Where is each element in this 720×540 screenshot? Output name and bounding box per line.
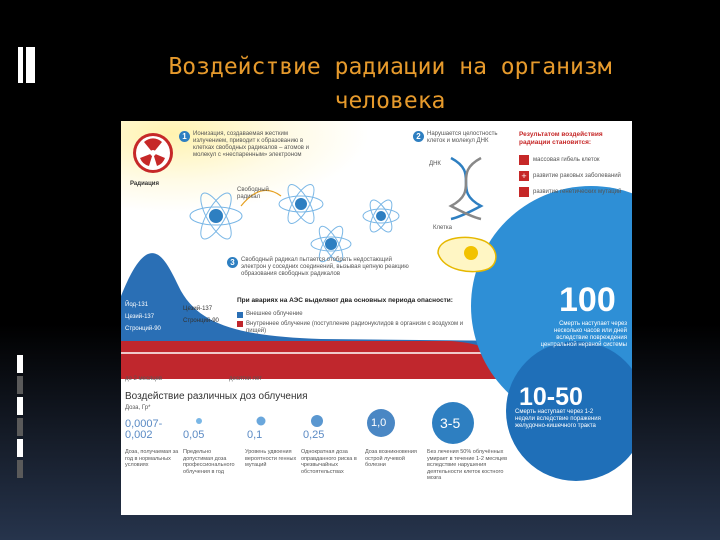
- dose-value: 0,25: [303, 429, 325, 441]
- step-2-number: 2: [413, 131, 424, 142]
- cell-icon: [433, 233, 503, 273]
- step-3-number: 3: [227, 257, 238, 268]
- slide-title-line1: Воздействие радиации на организм: [168, 54, 612, 80]
- doses-title: Воздействие различных доз облучения: [125, 391, 308, 402]
- dose-10-50-text: Смерть наступает через 1-2 недели вследствие поражения желудочно-кишечного тракта: [515, 409, 601, 429]
- results-list: [519, 155, 629, 197]
- isotopes-late: Цезий-137 Стронций-90: [183, 306, 219, 324]
- result-item: развитие генетических мутаций: [519, 187, 629, 197]
- dose-10-50-label: 10-50: [519, 383, 583, 411]
- result-item: массовая гибель клеток: [519, 155, 629, 165]
- legend-swatch-blue: [237, 312, 243, 318]
- step-1-number: 1: [179, 131, 190, 142]
- dna-label: ДНК: [429, 161, 441, 167]
- step-2-text: Нарушается целостность клеток и молекул ДНК: [427, 131, 498, 144]
- legend-external: Внешнее облучение: [237, 311, 303, 318]
- result-item: + развитие раковых заболеваний: [519, 171, 629, 181]
- decor-bar: [26, 47, 35, 83]
- disease-cross-icon: +: [519, 171, 529, 181]
- dose-description: Уровень удвоения вероятности генных мутаций: [245, 449, 297, 468]
- dose-value: 3-5: [440, 415, 461, 431]
- legend-swatch-red: [237, 321, 243, 327]
- atoms-illustration: [181, 176, 401, 266]
- doses-unit: Доза, Гр*: [125, 405, 151, 411]
- radiation-warning-icon: [131, 131, 175, 175]
- dose-description: Доза, получаемая за год в нормальных условиях: [125, 449, 179, 468]
- step-3-text: Свободный радикал пытается отобрать недостающий электрон у соседних соединений, вызывая цепную реакцию образования свободных радикалов: [241, 257, 409, 277]
- dose-description: Однократная доза оправданного риска в чрезвычайных обстоятельствах: [301, 449, 357, 475]
- dose-description: Без лечения 50% облучённых умирает в течение 1-2 месяцев вследствие нарушения деятельности клеток костного мозга: [427, 449, 508, 481]
- mutation-icon: [519, 187, 529, 197]
- radiation-infographic: [121, 121, 632, 515]
- axis-years-label: десятки лет: [229, 376, 262, 382]
- footnote: * - Единица поглощенной дозы радиации – Грей (Гр): [523, 485, 610, 498]
- slide-title: [100, 50, 680, 118]
- legend-internal: Внутреннее облучение (поступление радионуклидов в организм с воздухом и пищей): [237, 321, 467, 335]
- isotopes-early: Йод-131 Цезий-137 Стронций-90: [125, 302, 161, 332]
- dose-100-text: Смерть наступает через несколько часов или дней вследствие повреждения центральной нервной системы: [540, 321, 627, 348]
- step-1-text: Ионизация, создаваемая жестким излучением, приводит к образованию в клетках свободных радикалов – атомов и молекул с «неспаренным» электроном: [193, 131, 310, 158]
- dose-value: 0,0007-0,002: [125, 418, 163, 441]
- cell-label: Клетка: [433, 225, 452, 231]
- slide-title-line2: человека: [334, 88, 446, 114]
- radiation-label: Радиация: [130, 181, 159, 187]
- cell-death-icon: [519, 155, 529, 165]
- dna-helix-icon: [446, 156, 486, 221]
- dose-description: Предельно допустимая доза профессионального облучения в год: [183, 449, 235, 475]
- results-title: Результатом воздействия радиации становится:: [519, 131, 603, 146]
- decor-side-bars: [17, 355, 23, 481]
- dose-value: 0,1: [247, 429, 263, 441]
- dose-value: 1,0: [371, 417, 387, 429]
- accident-title: При авариях на АЭС выделяют два основных периода опасности:: [237, 297, 453, 304]
- axis-days-label: до 2 месяцев: [125, 376, 163, 382]
- decor-bar: [18, 47, 23, 83]
- dose-description: Доза возникновения острой лучевой болезни: [365, 449, 417, 468]
- free-radical-label: Свободный радикал: [237, 187, 269, 200]
- dose-100-label: 100: [559, 281, 616, 319]
- dose-value: 0,05: [183, 429, 205, 441]
